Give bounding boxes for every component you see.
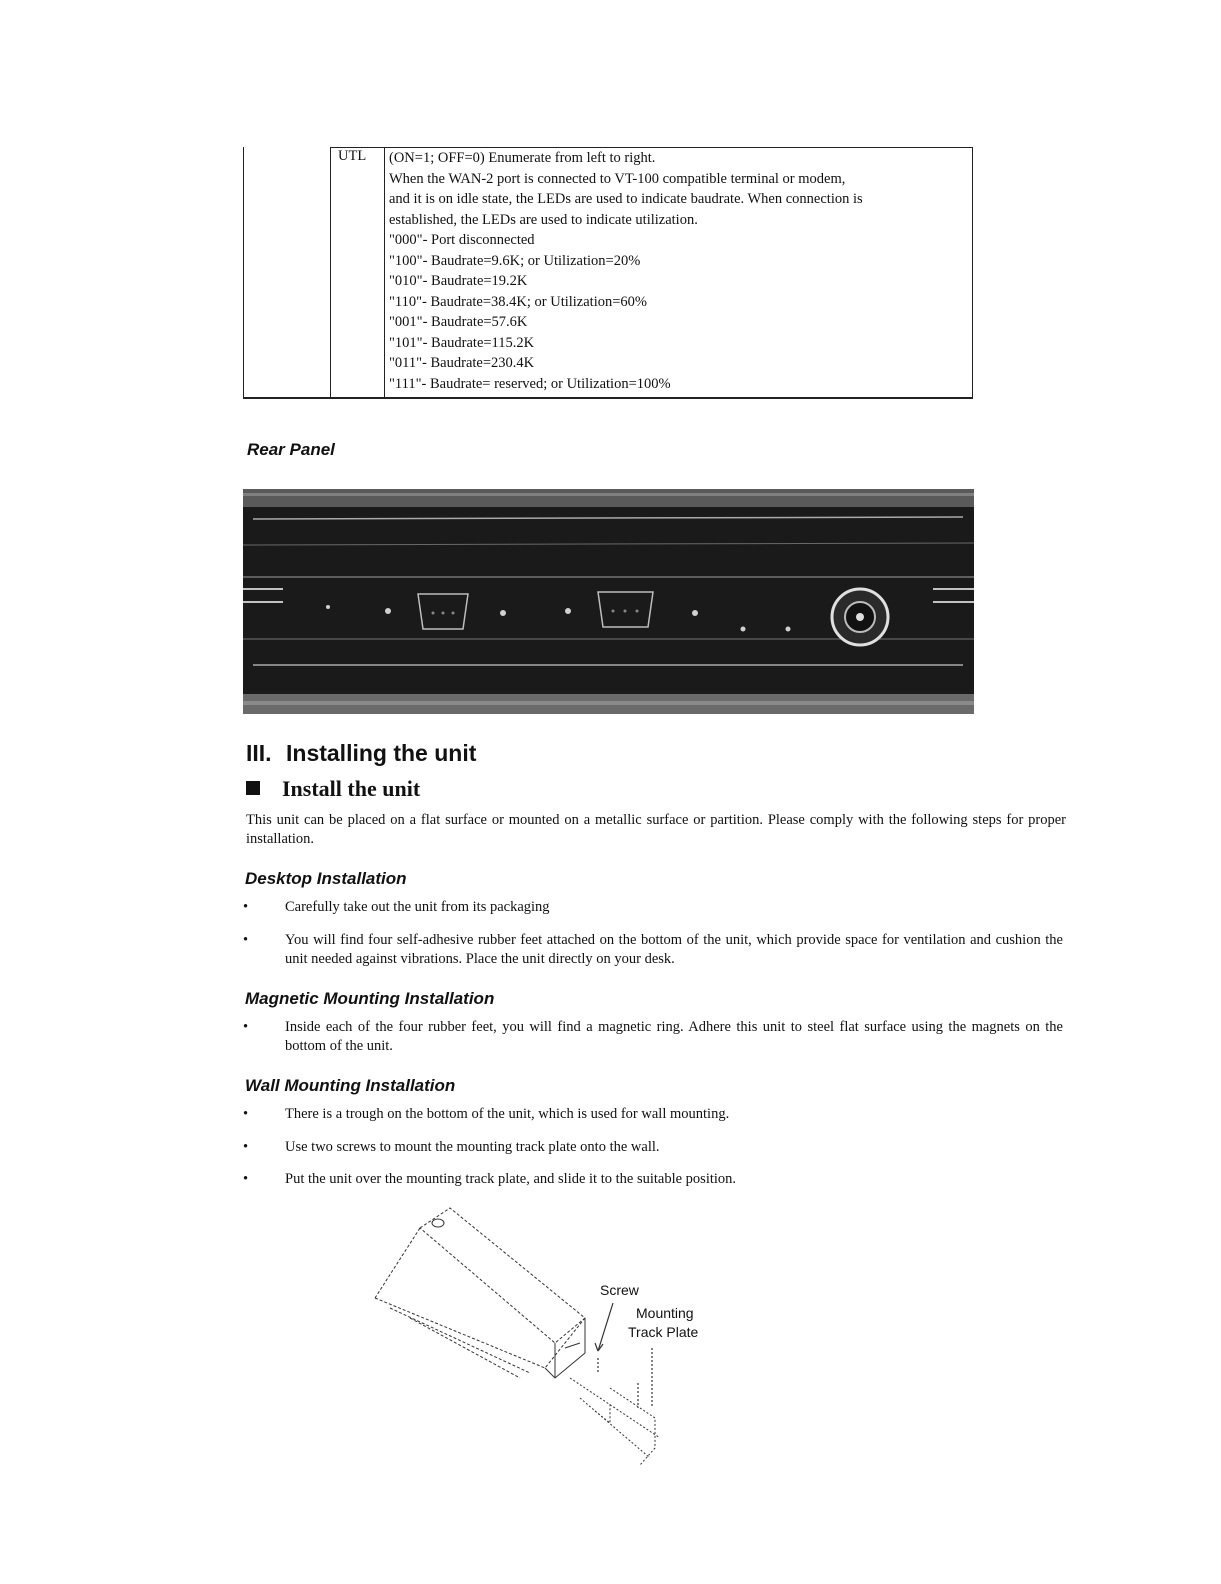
table-line: "111"- Baudrate= reserved; or Utilization=100%: [389, 375, 671, 392]
utl-table: [243, 147, 973, 398]
wall-heading: Wall Mounting Installation: [245, 1076, 456, 1095]
subsection-title: Install the unit: [282, 776, 421, 801]
bullet-icon: •: [243, 932, 249, 948]
section-title: Installing the unit: [286, 740, 477, 766]
subsection-heading: [246, 776, 420, 802]
section-heading: [246, 740, 476, 767]
rear-panel-photo: [243, 489, 974, 714]
rear-panel-heading: Rear Panel: [247, 440, 335, 459]
magnetic-heading: Magnetic Mounting Installation: [245, 989, 495, 1008]
table-description-cell: [389, 148, 969, 394]
table-code-cell: UTL: [338, 148, 367, 164]
figure-label-plate-line1: Mounting: [636, 1305, 694, 1321]
section-number: III.: [246, 740, 272, 766]
bullet-icon: •: [243, 899, 249, 915]
table-line: "110"- Baudrate=38.4K; or Utilization=60%: [389, 293, 647, 310]
table-line: (ON=1; OFF=0) Enumerate from left to right.: [389, 150, 656, 166]
table-line: "100"- Baudrate=9.6K; or Utilization=20%: [389, 252, 641, 269]
figure-label-plate-line2: Track Plate: [628, 1324, 699, 1340]
table-line: and it is on idle state, the LEDs are used to indicate baudrate. When connection is: [389, 191, 863, 207]
table-line: "010"- Baudrate=19.2K: [389, 273, 528, 289]
bullet-icon: •: [243, 1171, 249, 1187]
table-line: established, the LEDs are used to indicate utilization.: [389, 211, 698, 228]
table-line: "101"- Baudrate=115.2K: [389, 334, 535, 351]
figure-label-screw: Screw: [600, 1282, 639, 1298]
table-line: "011"- Baudrate=230.4K: [389, 355, 535, 371]
bullet-icon: •: [243, 1106, 249, 1122]
install-intro: This unit can be placed on a flat surface or mounted on a metallic surface or partition. Please comply with the following steps for proper installation.: [246, 812, 1066, 847]
table-line: "001"- Baudrate=57.6K: [389, 314, 528, 330]
desktop-heading: Desktop Installation: [245, 869, 407, 888]
table-line: When the WAN-2 port is connected to VT-100 compatible terminal or modem,: [389, 170, 846, 187]
square-bullet-icon: [246, 781, 260, 795]
bullet-icon: •: [243, 1139, 249, 1155]
bullet-icon: •: [243, 1019, 249, 1035]
table-line: "000"- Port disconnected: [389, 232, 535, 248]
